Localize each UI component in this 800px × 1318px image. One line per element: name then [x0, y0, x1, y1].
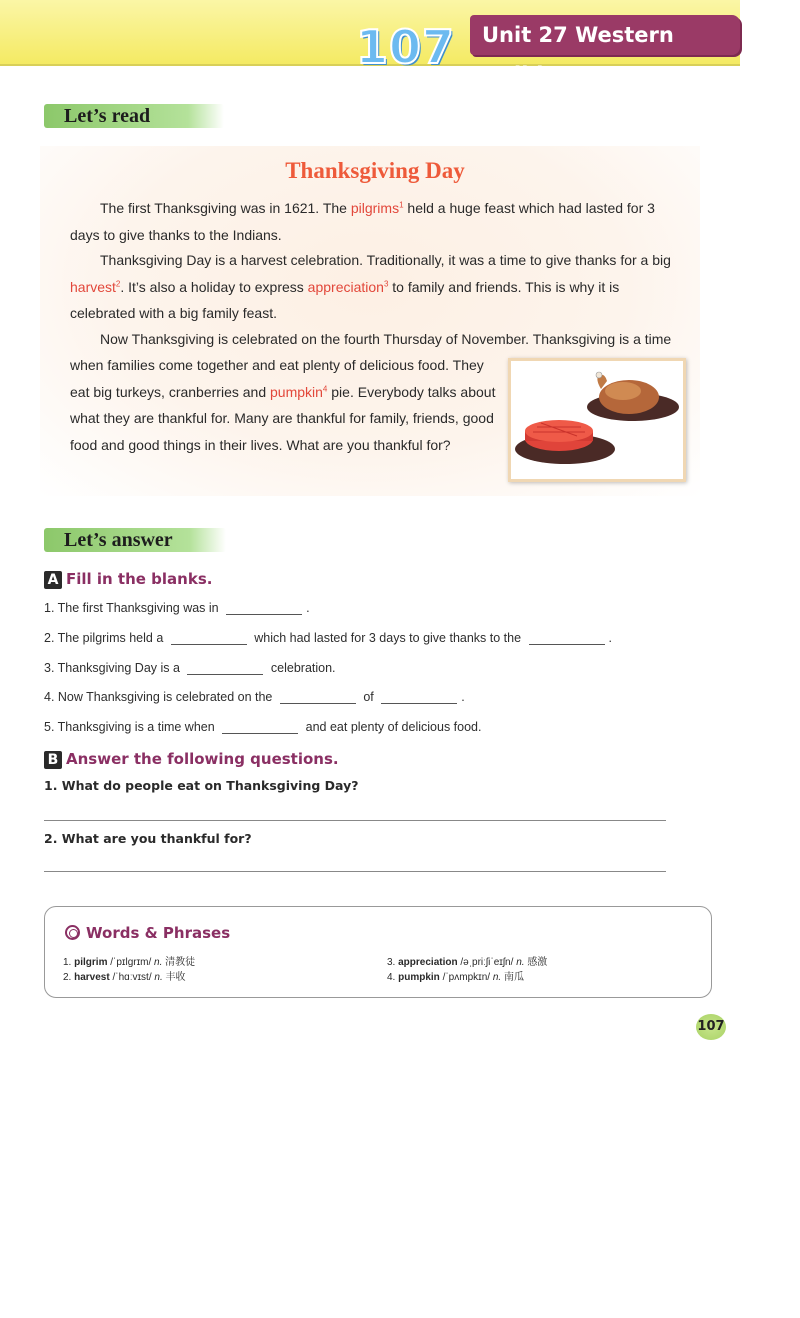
fill-item-4: 4. Now Thanksgiving is celebrated on the of .: [44, 690, 465, 704]
blank-field[interactable]: [529, 634, 605, 645]
paragraph-1: The first Thanksgiving was in 1621. The pilgrims$^1$ held a huge feast which had lasted for 3 days to give thanks to the Indians.: [70, 200, 655, 243]
story-title: Thanksgiving Day: [285, 158, 465, 183]
target-icon: [65, 925, 80, 940]
section-b-tag: B: [44, 751, 62, 769]
vocab-pumpkin: pumpkin: [270, 383, 323, 400]
blank-field[interactable]: [187, 664, 263, 675]
section-a-tag: A: [44, 571, 62, 589]
words-phrases-title: Words & Phrases: [65, 924, 230, 942]
paragraph-3-line-1: Now Thanksgiving is celebrated on the fourth Thursday of November. Thanksgiving is a time: [100, 331, 672, 347]
answer-line-2[interactable]: [44, 871, 666, 872]
vocab-appreciation: appreciation: [307, 278, 384, 295]
page-number: 107: [696, 1014, 726, 1040]
fill-item-2: 2. The pilgrims held a which had lasted for 3 days to give thanks to the .: [44, 631, 613, 645]
vocab-entry: 3. appreciation /əˌpriːʃiˈeɪʃn/ n. 感激: [387, 957, 548, 968]
question-1: 1. What do people eat on Thanksgiving Day?: [44, 778, 359, 793]
thanksgiving-food-illustration: [508, 358, 686, 482]
question-2: 2. What are you thankful for?: [44, 831, 252, 846]
words-phrases-box: [44, 906, 712, 998]
paragraph-3-rest: when families come together and eat plenty of delicious food. They eat big turkeys, cranberries and pumpkin$^4$ pie. Everybody talks about what they are thankful for. Many are thankful for family, friends, good food and good things in their lives. What are you thankful for?: [70, 357, 496, 453]
blank-field[interactable]: [171, 634, 247, 645]
vocab-entry: 2. harvest /ˈhɑːvɪst/ n. 丰收: [63, 972, 186, 983]
blank-field[interactable]: [381, 693, 457, 704]
lets-answer-label: Let’s answer: [44, 528, 226, 552]
vocab-pilgrims: pilgrims: [350, 200, 400, 216]
vocab-entry: 1. pilgrim /ˈpɪlɡrɪm/ n. 清教徒: [63, 957, 196, 968]
blank-field[interactable]: [280, 693, 356, 704]
lets-read-label: Let’s read: [44, 104, 224, 128]
answer-line-1[interactable]: [44, 820, 666, 821]
section-b-heading: B Answer the following questions.: [44, 750, 339, 769]
blank-field[interactable]: [226, 604, 302, 615]
blank-field[interactable]: [222, 723, 298, 734]
fill-item-5: 5. Thanksgiving is a time when and eat plenty of delicious food.: [44, 720, 482, 734]
unit-number: 107: [356, 20, 456, 74]
vocab-harvest: harvest: [70, 278, 116, 295]
unit-title-tab: Unit 27 Western Holiday: [470, 15, 740, 55]
fill-item-1: 1. The first Thanksgiving was in .: [44, 601, 310, 615]
section-a-heading: A Fill in the blanks.: [44, 570, 212, 589]
paragraph-2: Thanksgiving Day is a harvest celebration. Traditionally, it was a time to give thanks for a big harvest$^2$. It’s also a holiday to express appreciation$^3$ to family and friends. This is why it is celebrated with a big family feast.: [70, 252, 671, 321]
vocab-entry: 4. pumpkin /ˈpʌmpkɪn/ n. 南瓜: [387, 972, 524, 983]
fill-item-3: 3. Thanksgiving Day is a celebration.: [44, 661, 336, 675]
